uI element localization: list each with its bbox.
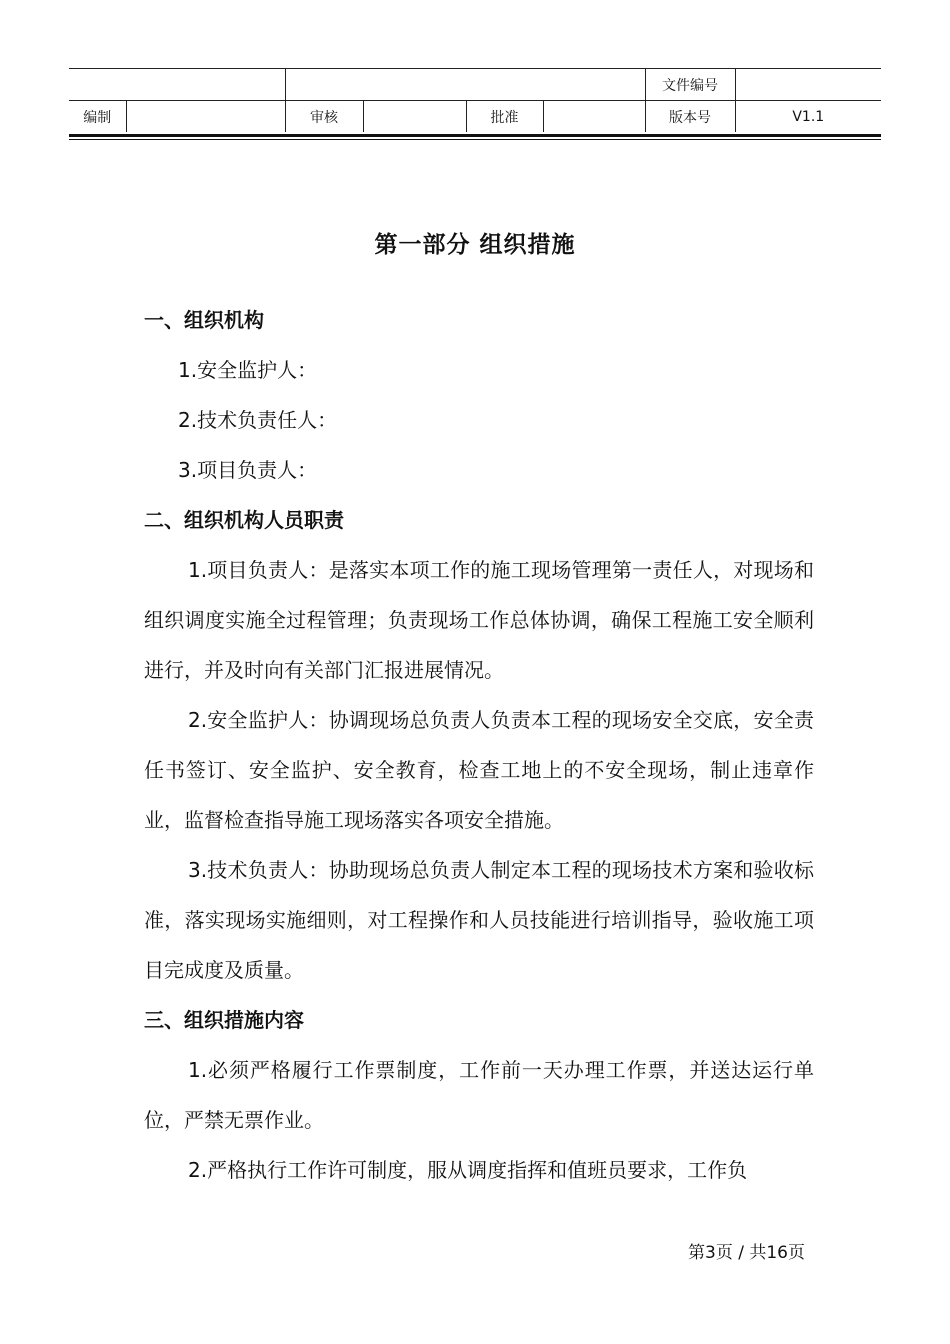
version-label: 版本号 (645, 101, 735, 133)
review-label: 审核 (285, 101, 363, 133)
document-header-table (69, 68, 881, 132)
paragraph: 3.技术负责人：协助现场总负责人制定本工程的现场技术方案和验收标准，落实现场实施细则，对工程操作和人员技能进行培训指导，验收施工项目完成度及质量。 (144, 858, 814, 982)
list-item: 2.技术负责任人： (178, 408, 338, 432)
compile-label: 编制 (69, 101, 126, 133)
page-title: 第一部分 组织措施 (374, 232, 576, 258)
doc-no-value (735, 69, 881, 101)
paragraph: 2.严格执行工作许可制度，服从调度指挥和值班员要求，工作负 (188, 1158, 748, 1182)
paragraph: 1.项目负责人：是落实本项工作的施工现场管理第一责任人，对现场和组织调度实施全过程管理；负责现场工作总体协调，确保工程施工安全顺利进行，并及时向有关部门汇报进展情况。 (144, 558, 814, 682)
paragraph: 2.安全监护人：协调现场总负责人负责本工程的现场安全交底，安全责任书签订、安全监护、安全教育，检查工地上的不安全现场，制止违章作业，监督检查指导施工现场落实各项安全措施。 (144, 708, 814, 832)
page-number: 第3页 / 共16页 (688, 1243, 805, 1263)
section-heading-1: 一、组织机构 (144, 308, 264, 332)
approve-value (543, 101, 645, 133)
document-body (144, 295, 814, 1195)
section-heading-3: 三、组织措施内容 (144, 1008, 304, 1032)
header-title-cell (285, 69, 645, 101)
section-heading-2: 二、组织机构人员职责 (144, 508, 344, 532)
list-item: 1.安全监护人： (178, 358, 318, 382)
approve-label: 批准 (466, 101, 543, 133)
compile-value (126, 101, 285, 133)
review-value (363, 101, 466, 133)
list-item: 3.项目负责人： (178, 458, 318, 482)
doc-no-label: 文件编号 (645, 69, 735, 101)
version-value: V1.1 (735, 101, 881, 133)
header-rule-thin (69, 139, 881, 140)
header-rule-thick (69, 134, 881, 137)
paragraph: 1.必须严格履行工作票制度，工作前一天办理工作票，并送达运行单位，严禁无票作业。 (144, 1058, 814, 1132)
header-blank-cell (69, 69, 285, 101)
